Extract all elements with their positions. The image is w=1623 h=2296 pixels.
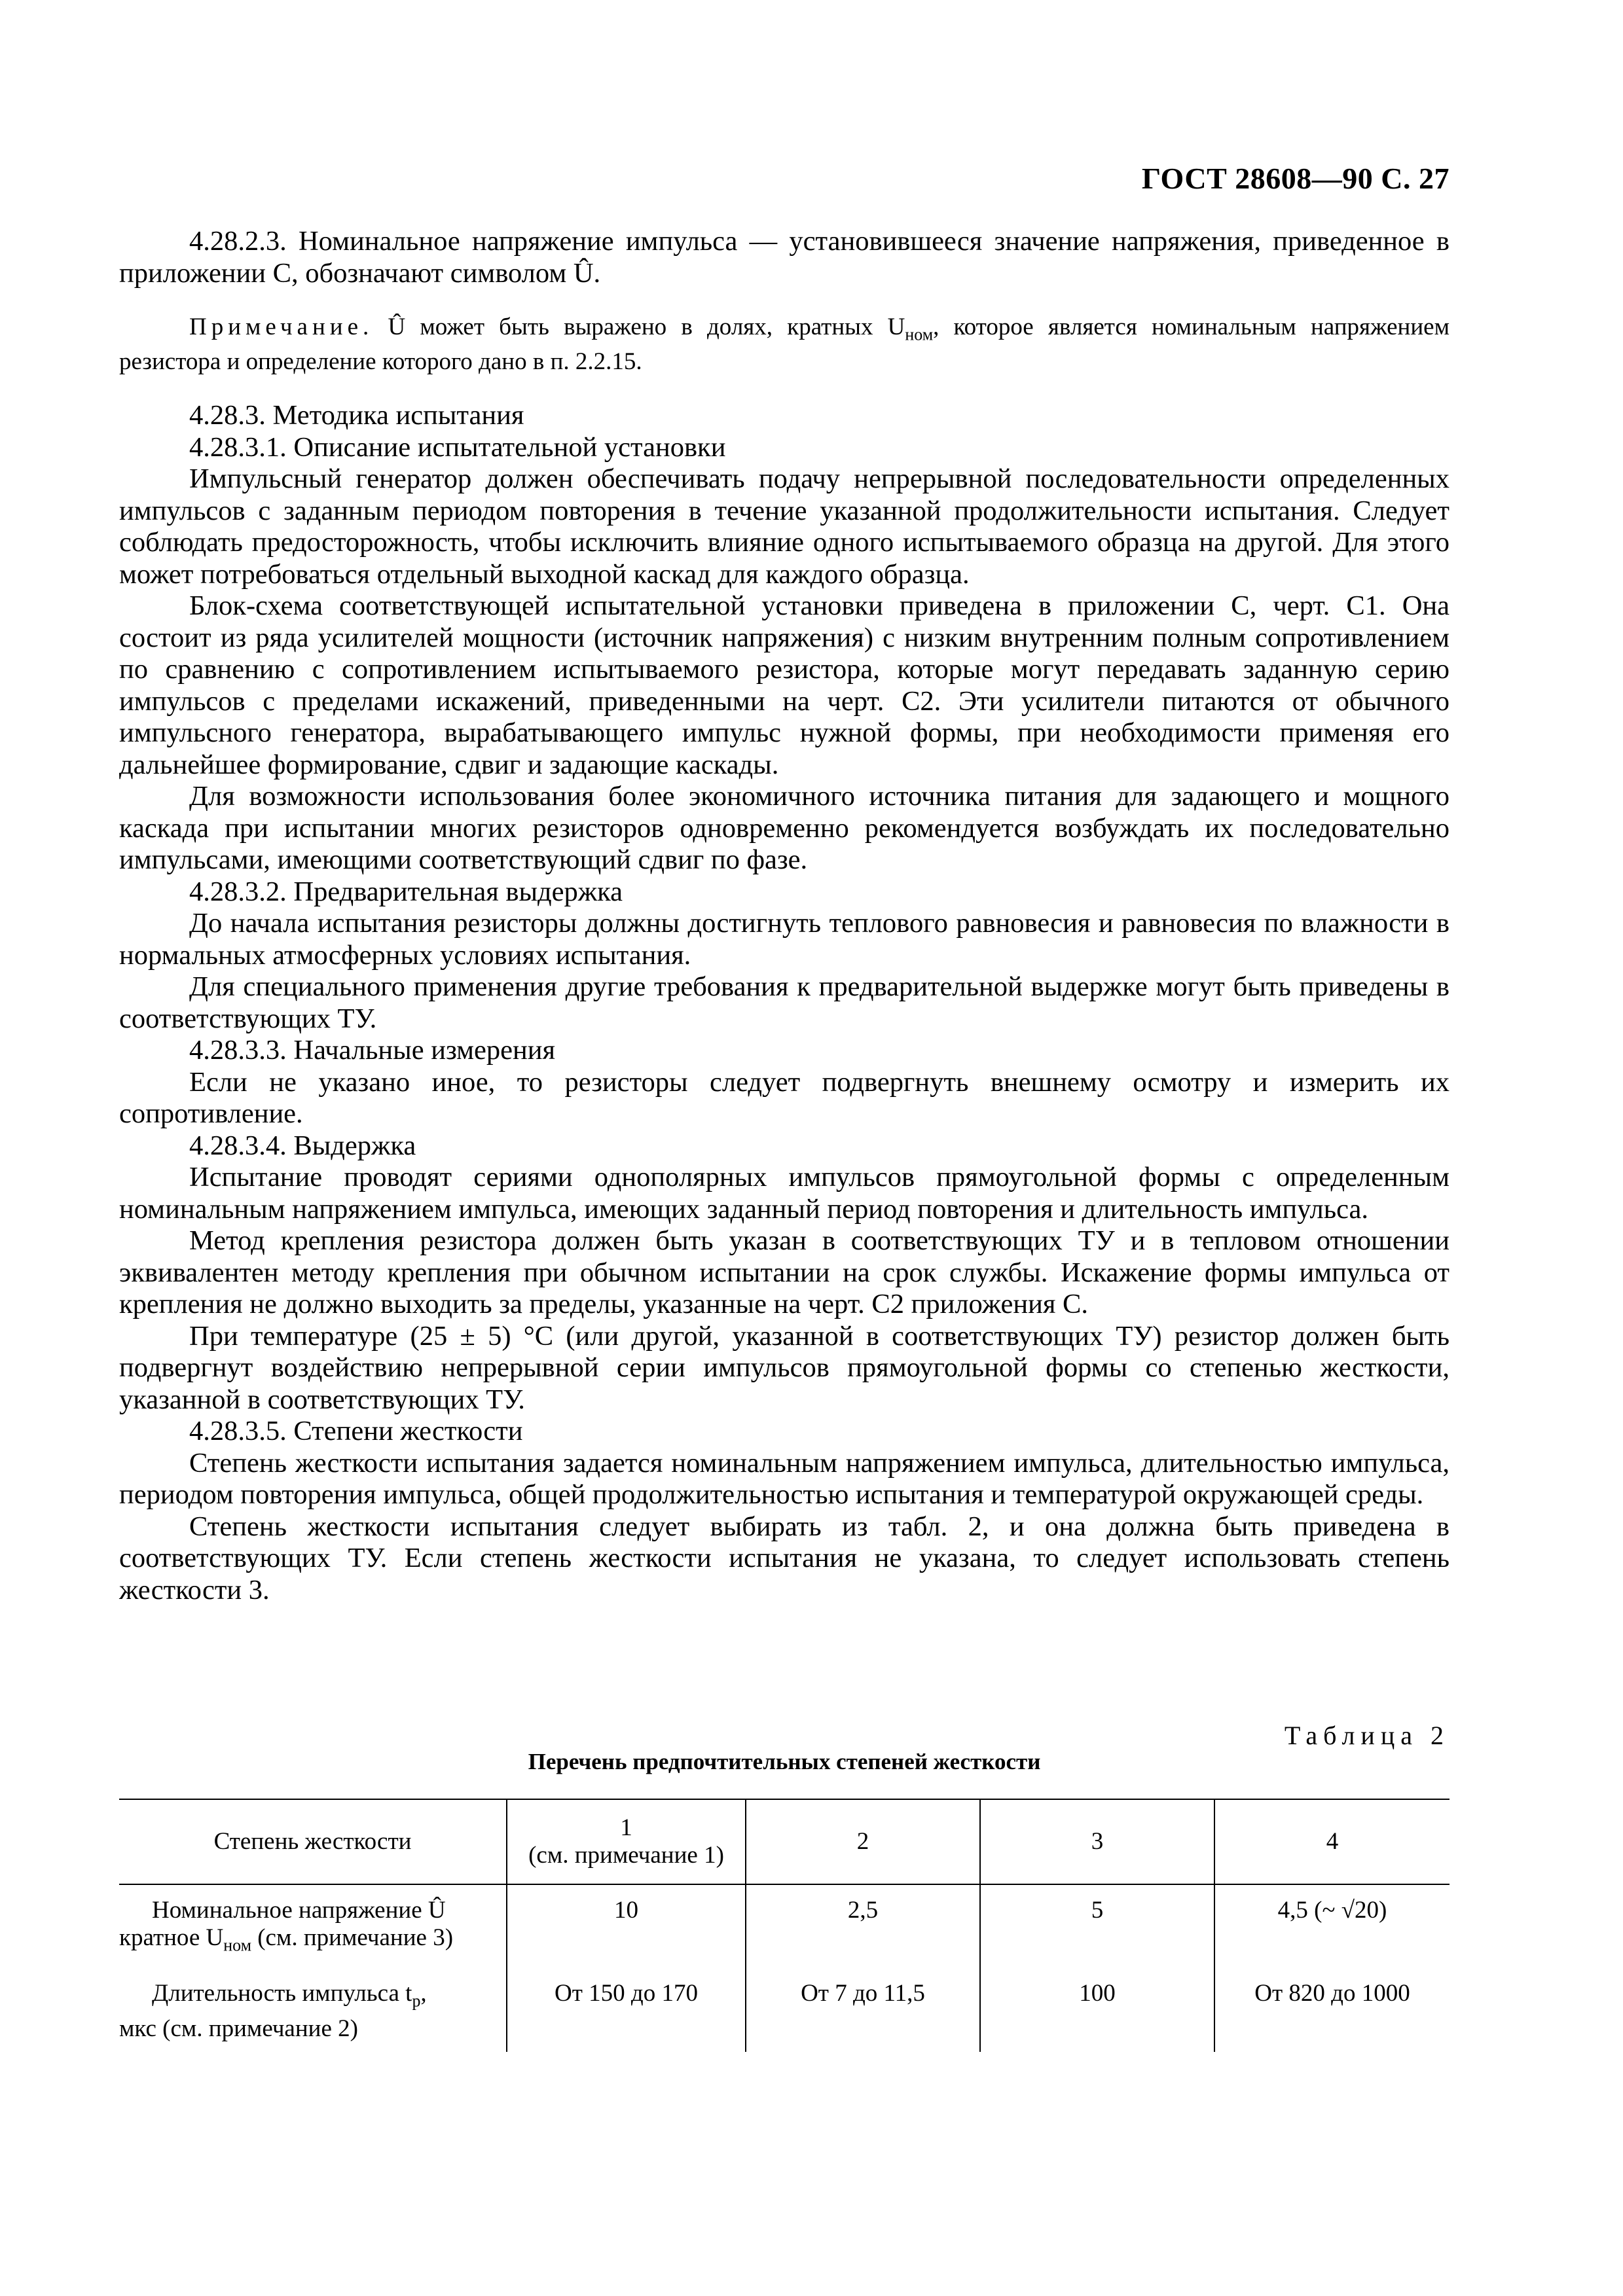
paragraph: Метод крепления резистора должен быть указан в соответствующих ТУ и в тепловом отношении эквивалентен методу крепления при обычном испытании на срок службы. Искажение формы импульса от крепления не должно выходить за пределы, указанные на черт. С2 приложения С. [119,1225,1450,1320]
section-heading: 4.28.3.1. Описание испытательной установки [189,431,726,463]
paragraph: Для возможности использования более экономичного источника питания для задающего и мощного каскада при испытании многих резисторов одновременно рекомендуется возбуждать их последовательно импульсами, имеющими соответствующий сдвиг по фазе. [119,781,1450,876]
row-label-subscript: p [412,1991,421,2011]
section-heading: 4.28.3. Методика испытания [189,400,524,431]
table-title: Перечень предпочтительных степеней жесткости [528,1749,1041,1774]
table-cell: 2,5 [746,1884,980,1968]
table-cell: 5 [980,1884,1214,1968]
paragraph: До начала испытания резисторы должны достигнуть теплового равновесия и равновесия по влажности в нормальных атмосферных условиях испытания. [119,908,1450,971]
row-label-text: Длительность импульса t [152,1980,412,2007]
section-heading: 4.28.3.3. Начальные измерения [189,1035,556,1066]
table-cell: От 7 до 11,5 [746,1968,980,2051]
header-cell: 4 [1214,1799,1450,1884]
header-cell: 3 [980,1799,1214,1884]
note-text: Û может быть выражено в долях, кратных U [388,314,905,340]
page-header: ГОСТ 28608—90 С. 27 [1141,162,1450,195]
note-label: Примечание. [189,314,374,340]
paragraph: Импульсный генератор должен обеспечивать подачу непрерывной последовательности определенных импульсов с заданным периодом повторения в течение указанной продолжительности испытания. Следует соблюдать предосторожность, чтобы исключить влияние одного испытываемого образца на другой. Для этого может потребоваться отдельный выходной каскад для каждого образца. [119,463,1450,590]
row-label-line [119,1980,503,2015]
note-subscript: ном [905,325,934,344]
paragraph: Для специального применения другие требования к предварительной выдержке могут быть приведены в соответствующих ТУ. [119,971,1450,1034]
table-header-row [119,1799,1450,1884]
body-text [119,226,1450,1606]
table-caption: Таблица 2 [1284,1721,1450,1750]
table-cell: От 820 до 1000 [1214,1968,1450,2051]
row-label-line: Номинальное напряжение Û [152,1897,446,1924]
header-cell: Степень жесткости [119,1799,507,1884]
note [119,314,1450,376]
paragraph: Если не указано иное, то резисторы следует подвергнуть внешнему осмотру и измерить их сопротивление. [119,1066,1450,1130]
severity-table [119,1799,1450,2052]
section-heading: 4.28.3.4. Выдержка [189,1130,416,1161]
note-rest: , которое является номинальным напряжением резистора и определение которого дано в п. 2.2.15. [119,314,1450,376]
row-label [119,1884,507,1968]
table-cell: 4,5 (~ √20) [1214,1884,1450,1968]
row-label-subscript: ном [223,1935,251,1955]
paragraph: При температуре (25 ± 5) °С (или другой, указанной в соответствующих ТУ) резистор должен быть подвергнут воздействию непрерывной серии импульсов прямоугольной формы со степенью жесткости, указанной в соответствующих ТУ. [119,1320,1450,1415]
row-label [119,1968,507,2051]
table-cell: 100 [980,1968,1214,2051]
row-label-line: (см. примечание 3) [251,1924,454,1951]
table-row [119,1884,1450,1968]
row-label-line: кратное U [119,1924,224,1951]
header-cell-number: 1 [620,1814,632,1841]
table-row [119,1968,1450,2051]
row-label-line: мкс (см. примечание 2) [119,2015,358,2042]
section-heading: 4.28.3.5. Степени жесткости [189,1416,523,1447]
section-heading: 4.28.3.2. Предварительная выдержка [189,876,623,907]
table-cell: От 150 до 170 [507,1968,746,2051]
table-cell: 10 [507,1884,746,1968]
header-cell-note: (см. примечание 1) [528,1842,724,1869]
paragraph: 4.28.2.3. Номинальное напряжение импульса — установившееся значение напряжения, приведенное в приложении С, обозначают символом Û. [119,226,1450,289]
paragraph: Испытание проводят сериями однополярных импульсов прямоугольной формы с определенным номинальным напряжением импульса, имеющих заданный период повторения и длительность импульса. [119,1162,1450,1225]
row-label-comma: , [420,1980,427,2007]
paragraph: Степень жесткости испытания следует выбирать из табл. 2, и она должна быть приведена в соответствующих ТУ. Если степень жесткости испытания не указана, то следует использовать степень жесткости 3. [119,1511,1450,1605]
paragraph: Степень жесткости испытания задается номинальным напряжением импульса, длительностью импульса, периодом повторения импульса, общей продолжительностью испытания и температурой окружающей среды. [119,1447,1450,1511]
header-cell: 2 [746,1799,980,1884]
header-cell [507,1799,746,1884]
paragraph: Блок-схема соответствующей испытательной установки приведена в приложении С, черт. С1. Она состоит из ряда усилителей мощности (источник напряжения) с низким внутренним полным сопротивлением по сравнению с сопротивлением испытываемого резистора, которые могут передавать заданную серию импульсов с пределами искажений, приведенными на черт. С2. Эти усилители питаются от обычного импульсного генератора, вырабатывающего импульс нужной формы, при необходимости применяя его дальнейшее формирование, сдвиг и задающие каскады. [119,590,1450,780]
